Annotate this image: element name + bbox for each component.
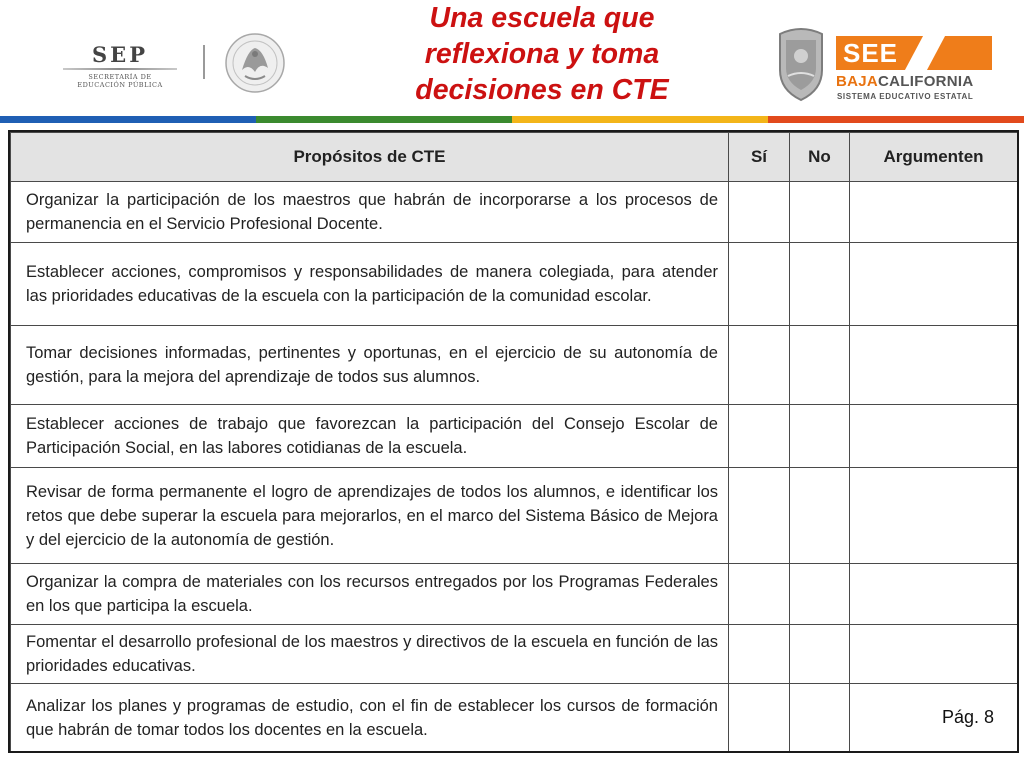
purpose-text: Organizar la compra de materiales con los recursos entregados por los Programas Federales en los que participa la escuela. [11,564,729,625]
no-cell [790,243,850,326]
see-system-label: SISTEMA EDUCATIVO ESTATAL [837,92,974,101]
no-cell [790,468,850,564]
table-row [11,625,1018,684]
no-cell [790,564,850,625]
bc-name-rest: CALIFORNIA [878,73,974,90]
si-cell [729,405,790,468]
eagle-seal-icon [220,32,290,94]
no-cell [790,182,850,243]
argumenten-cell [850,182,1018,243]
slide-title: Una escuela que reflexiona y toma decisiones en CTE [415,2,669,106]
purpose-text: Fomentar el desarrollo profesional de los maestros y directivos de la escuela en función de las prioridades educativas. [11,625,729,684]
argumenten-cell [850,468,1018,564]
no-cell [790,625,850,684]
purpose-text: Analizar los planes y programas de estudio, con el fin de establecer los cursos de formación que habrán de tomar todos los docentes en la escuela. [11,684,729,752]
table-row [11,684,1018,752]
si-cell [729,326,790,405]
color-bar-segment-1 [0,116,256,123]
see-logo-slash [905,36,945,70]
argumenten-cell [850,564,1018,625]
argumenten-cell [850,326,1018,405]
table-row [11,243,1018,326]
header-color-bar [0,116,1024,123]
page-number: Pág. 8 [942,707,995,727]
sep-logo-abbr: SEP [92,42,148,67]
sep-logo-line2: EDUCACIÓN PÚBLICA [77,81,163,89]
argumenten-cell [850,405,1018,468]
sep-logo [55,44,185,99]
color-bar-segment-4 [768,116,1024,123]
header-propositos: Propósitos de CTE [11,133,729,182]
table-header-row [11,133,1018,182]
slide-header [0,0,1024,118]
sep-logo-line1: SECRETARÍA DE [88,73,152,81]
si-cell [729,564,790,625]
header-si: Sí [729,133,790,182]
bc-name-bold: BAJA [836,73,879,90]
si-cell [729,625,790,684]
cte-purposes-table [10,132,1018,752]
baja-california-name [836,73,974,90]
logo-divider [203,45,205,79]
see-logo-abbr: SEE [843,38,899,68]
purpose-text: Tomar decisiones informadas, pertinentes y oportunas, en el ejercicio de su autonomía de gestión, para la mejora del aprendizaje de todos sus alumnos. [11,326,729,405]
purpose-text: Establecer acciones de trabajo que favorezcan la participación del Consejo Escolar de Participación Social, en las labores cotidianas de la escuela. [11,405,729,468]
header-no: No [790,133,850,182]
table-row [11,405,1018,468]
see-logo [836,36,992,70]
table-row [11,326,1018,405]
purpose-text: Establecer acciones, compromisos y responsabilidades de manera colegiada, para atender las prioridades educativas de la escuela con la participación de la comunidad escolar. [11,243,729,326]
si-cell [729,182,790,243]
no-cell [790,326,850,405]
cte-purposes-table-frame [8,130,1019,753]
argumenten-cell [850,243,1018,326]
purpose-text: Organizar la participación de los maestros que habrán de incorporarse a los procesos de permanencia en el Servicio Profesional Docente. [11,182,729,243]
no-cell [790,405,850,468]
color-bar-segment-3 [512,116,768,123]
sep-logo-rule [63,68,177,70]
si-cell [729,684,790,752]
table-row [11,564,1018,625]
no-cell [790,684,850,752]
si-cell [729,468,790,564]
color-bar-segment-2 [256,116,512,123]
argumenten-cell [850,625,1018,684]
header-argumenten: Argumenten [850,133,1018,182]
table-row [11,182,1018,243]
si-cell [729,243,790,326]
baja-california-shield-icon [776,26,826,102]
purpose-text: Revisar de forma permanente el logro de aprendizajes de todos los alumnos, e identificar los retos que debe superar la escuela para mejorarlos, en el marco del Sistema Básico de Mejora y del ejercicio de la autonomía de gestión. [11,468,729,564]
table-row [11,468,1018,564]
